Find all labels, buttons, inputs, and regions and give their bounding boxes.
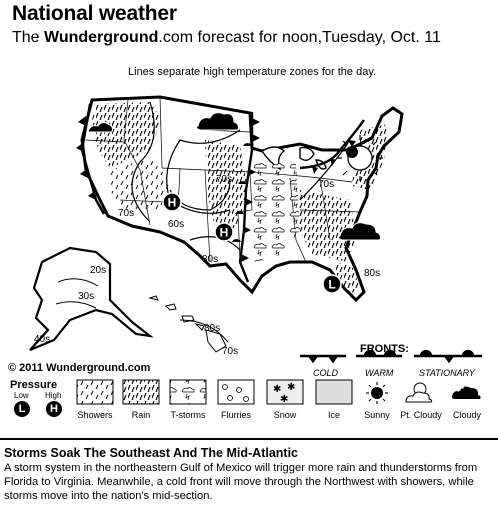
ice-swatch (316, 380, 352, 404)
story-divider (0, 438, 498, 440)
story-body: A storm system in the northeastern Gulf of Mexico will trigger more rain and thunderstorms from Florida to Virginia. Meanwhile, a cold front will move through the Northwest with showers, while storms move into the nation's mid-section. (4, 462, 478, 502)
svg-text:✱: ✱ (287, 382, 296, 393)
brand-name: Wunderground (44, 29, 159, 46)
temp-label-20s: 20s (90, 265, 107, 276)
pressure-legend-high-label: High (45, 391, 62, 400)
front-legend-cold (300, 356, 346, 363)
temp-label-40s: 40s (34, 334, 51, 345)
svg-text:H: H (219, 225, 229, 240)
temp-label-60s: 60s (168, 219, 185, 230)
pressure-legend-low-icon: L (14, 401, 30, 417)
flurries-swatch (218, 380, 254, 404)
story-headline: Storms Soak The Southeast And The Mid-Atlantic (4, 446, 299, 460)
temp-label-30s: 30s (78, 291, 95, 302)
temp-label-80s-hawaii: 80s (204, 323, 221, 334)
brand-domain: .com (158, 29, 194, 46)
pressure-center-high-1 (163, 193, 181, 211)
fronts-legend-title: FRONTS: (360, 343, 409, 355)
rain-swatch (123, 380, 159, 404)
legend-label-tstorms: T-storms (170, 410, 206, 420)
front-label-warm: WARM (365, 368, 394, 378)
temp-label-70s-east: 70s (318, 179, 335, 190)
legend-label-rain: Rain (131, 410, 151, 420)
legend-label-sunny: Sunny (364, 410, 390, 420)
legend-label-pt-cloudy: Pt. Cloudy (400, 410, 442, 420)
legend-label-showers: Showers (77, 410, 113, 420)
legend-label-ice: Ice (327, 410, 340, 420)
legend-label-flurries: Flurries (220, 410, 251, 420)
temp-label-80s-florida: 80s (364, 268, 381, 279)
page-title: National weather (12, 2, 177, 25)
pressure-center-low (323, 275, 341, 293)
copyright: © 2011 Wunderground.com (8, 362, 151, 374)
tstorms-swatch (170, 380, 206, 404)
pressure-center-high-2 (215, 223, 233, 241)
pt-cloudy-swatch (406, 383, 432, 402)
svg-text:✱: ✱ (273, 384, 282, 395)
svg-text:✱: ✱ (280, 394, 289, 405)
temp-label-70s-west: 70s (118, 208, 135, 219)
temp-label-70s-north: 70s (216, 174, 233, 185)
temp-label-80s-south: 80s (202, 254, 219, 265)
sunny-swatch (366, 382, 388, 404)
pressure-legend-low-label: Low (14, 391, 29, 400)
legend-label-snow: Snow (273, 410, 297, 420)
front-label-stationary: STATIONARY (419, 368, 475, 378)
legend-label-cloudy: Cloudy (452, 410, 481, 420)
forecast-time: forecast for noon,Tuesday, Oct. 11 (193, 29, 441, 46)
weather-map (0, 80, 498, 370)
temp-label-70s-hawaii: 70s (222, 346, 239, 357)
map-note: Lines separate high temperature zones for the day. (128, 66, 377, 78)
svg-text:H: H (167, 195, 177, 210)
showers-swatch (77, 380, 113, 404)
legend-swatches (0, 378, 498, 410)
pressure-legend-title: Pressure (10, 379, 58, 391)
svg-text:L: L (328, 277, 336, 292)
page-subtitle: The Wunderground.com forecast for noon,Tuesday, Oct. 11 (12, 29, 441, 46)
front-legend-stationary (414, 350, 482, 363)
cloudy-swatch (452, 387, 481, 399)
front-label-cold: COLD (313, 368, 339, 378)
snow-swatch (267, 380, 303, 405)
pressure-legend-high-icon: H (46, 401, 62, 417)
